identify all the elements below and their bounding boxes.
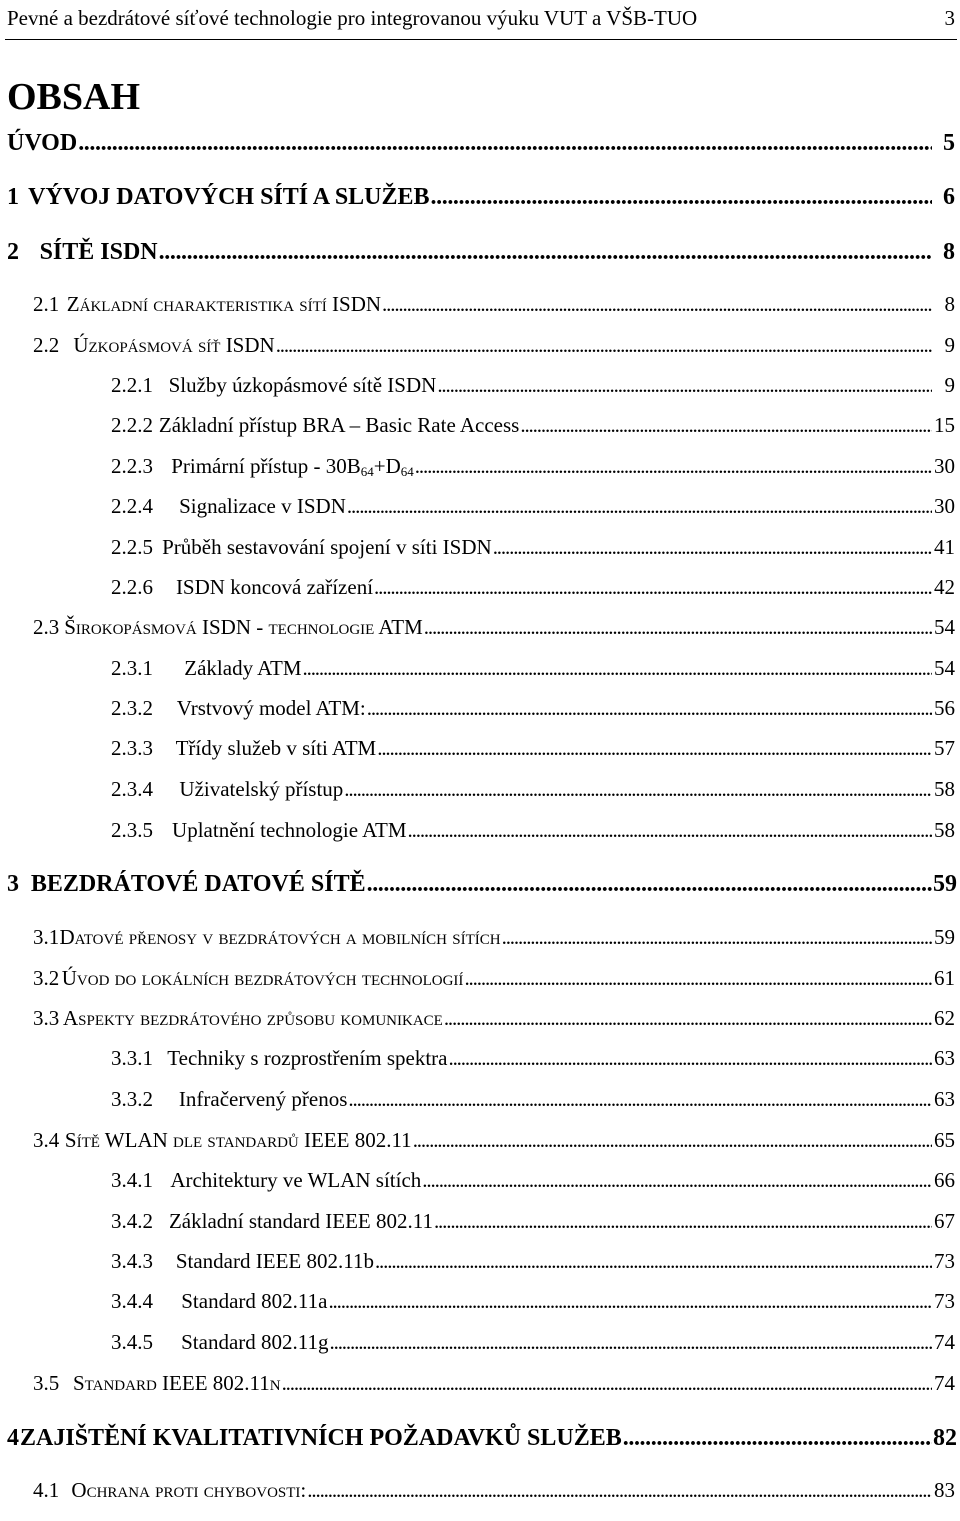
toc-entry[interactable]	[0, 413, 960, 443]
toc-entry-page: 66	[934, 1168, 955, 1192]
dot-leader	[347, 494, 932, 519]
toc-entry[interactable]	[0, 333, 960, 363]
dot-leader	[276, 333, 932, 358]
toc-entry[interactable]	[0, 1371, 960, 1401]
dot-leader	[623, 1425, 932, 1452]
dot-leader	[375, 1249, 932, 1274]
dot-leader	[348, 1087, 932, 1112]
toc-entry-title: Datové přenosy v bezdrátových a mobilních sítích	[59, 925, 501, 949]
toc-entry[interactable]	[0, 1249, 960, 1279]
toc-entry-page: 15	[934, 413, 955, 437]
toc-entry-title: Signalizace v ISDN	[179, 494, 346, 518]
toc-entry-title: Základní standard IEEE 802.11	[168, 1209, 433, 1233]
toc-entry-title: Úzkopásmová síť ISDN	[73, 333, 275, 357]
dot-leader	[415, 454, 932, 479]
toc-entry-page: 56	[934, 696, 955, 720]
dot-leader	[159, 239, 932, 266]
toc-entry-page: 57	[934, 736, 955, 760]
toc-entry-page: 58	[934, 818, 955, 842]
toc-entry[interactable]	[0, 736, 960, 766]
toc-entry-number: 1	[7, 184, 19, 210]
toc-entry-title: Aspekty bezdrátového způsobu komunikace	[63, 1006, 443, 1030]
toc-entry[interactable]	[0, 1087, 960, 1117]
toc-entry-number: 3.4.3	[111, 1249, 153, 1273]
toc-entry[interactable]	[0, 575, 960, 605]
toc-entry-page: 61	[934, 966, 955, 990]
dot-leader	[328, 1289, 932, 1314]
toc-entry-number: 2.3.3	[111, 736, 153, 760]
toc-entry-number: 3.3.2	[111, 1087, 153, 1111]
toc-entry-number: 2.2.6	[111, 575, 153, 599]
toc-entry-number: 2	[7, 239, 19, 265]
toc-entry-title: Standard 802.11g	[181, 1330, 329, 1354]
toc-entry-number: 4.1	[33, 1478, 60, 1502]
toc-entry-title: VÝVOJ DATOVÝCH SÍTÍ A SLUŽEB	[28, 184, 430, 210]
toc-entry-title: Standard IEEE 802.11n	[72, 1371, 281, 1395]
toc-entry-page: 63	[934, 1087, 955, 1111]
toc-entry-page: 59	[934, 925, 955, 949]
toc-entry-page: 5	[943, 130, 955, 156]
toc-entry-title: ÚVOD	[7, 130, 78, 156]
toc-entry-page: 9	[944, 373, 955, 397]
toc-entry-page: 42	[934, 575, 955, 599]
toc-entry-page: 67	[934, 1209, 955, 1233]
toc-entry-title: Ochrana proti chybovosti:	[71, 1478, 307, 1502]
toc-entry-title: ZAJIŠTĚNÍ KVALITATIVNÍCH POŽADAVKŮ SLUŽEB	[20, 1425, 622, 1451]
dot-leader	[502, 925, 932, 950]
toc-entry[interactable]	[0, 494, 960, 524]
toc-entry-number: 3.3	[33, 1006, 60, 1030]
page-number: 3	[944, 6, 955, 30]
toc-title: OBSAH	[7, 76, 141, 118]
toc-entry-page: 59	[933, 871, 957, 897]
toc-entry-number: 3.4.1	[111, 1168, 153, 1192]
dot-leader	[408, 818, 932, 843]
dot-leader	[444, 1006, 932, 1031]
toc-entry-page: 62	[934, 1006, 955, 1030]
toc-entry-page: 58	[934, 777, 955, 801]
toc-entry-page: 63	[934, 1046, 955, 1070]
dot-leader	[413, 1128, 932, 1153]
toc-entry-number: 3.5	[33, 1371, 60, 1395]
toc-entry-number: 2.2	[33, 333, 60, 357]
toc-entry-page: 54	[934, 656, 955, 680]
toc-entry-title: Infračervený přenos	[178, 1087, 348, 1111]
toc-entry-number: 3.2	[33, 966, 60, 990]
toc-entry-title: Základní charakteristika sítí ISDN	[66, 292, 382, 316]
toc-entry-number: 4	[7, 1425, 19, 1451]
toc-entry-page: 82	[933, 1425, 957, 1451]
dot-leader	[78, 130, 932, 157]
toc-entry[interactable]	[0, 1425, 960, 1455]
toc-entry-page: 30	[934, 494, 955, 518]
toc-entry[interactable]	[0, 1289, 960, 1319]
toc-entry[interactable]	[0, 184, 960, 214]
dot-leader	[431, 184, 932, 211]
toc-entry[interactable]	[0, 239, 960, 269]
toc-entry-title: BEZDRÁTOVÉ DATOVÉ SÍTĚ	[30, 871, 366, 897]
toc-entry[interactable]	[0, 535, 960, 565]
toc-entry[interactable]	[0, 454, 960, 484]
toc-entry-page: 8	[944, 292, 955, 316]
toc-entry-number: 2.2.5	[111, 535, 153, 559]
toc-entry-page: 9	[944, 333, 955, 357]
toc-entry[interactable]	[0, 292, 960, 322]
toc-entry-title: SÍTĚ ISDN	[39, 239, 158, 265]
toc-entry-page: 74	[934, 1330, 955, 1354]
dot-leader	[303, 656, 933, 681]
toc-entry-title: Primární přístup - $30B_{64}+D_{64}$	[171, 454, 414, 479]
dot-leader	[307, 1478, 932, 1503]
toc-entry[interactable]	[0, 966, 960, 996]
toc-entry-page: 74	[934, 1371, 955, 1395]
toc-entry-title: Služby úzkopásmové sítě ISDN	[168, 373, 437, 397]
toc-entry-number: 3.4.5	[111, 1330, 153, 1354]
dot-leader	[367, 871, 932, 898]
dot-leader	[377, 736, 932, 761]
dot-leader	[424, 615, 932, 640]
toc-entry[interactable]	[0, 777, 960, 807]
toc-entry-number: 3.4.4	[111, 1289, 153, 1313]
toc-entry-title: Průběh sestavování spojení v síti ISDN	[162, 535, 492, 559]
toc-entry-number: 2.2.3	[111, 454, 153, 478]
toc-entry-title: Základy ATM	[184, 656, 302, 680]
toc-entry[interactable]	[0, 871, 960, 901]
toc-entry-number: 2.3.4	[111, 777, 153, 801]
toc-entry[interactable]	[0, 373, 960, 403]
dot-leader	[344, 777, 932, 802]
toc-entry-page: 41	[934, 535, 955, 559]
toc-entry-page: 73	[934, 1249, 955, 1273]
toc-entry[interactable]	[0, 615, 960, 645]
toc-entry[interactable]	[0, 1330, 960, 1360]
toc-entry[interactable]	[0, 925, 960, 955]
toc-entry-title: Sítě WLAN dle standardů IEEE 802.11	[64, 1128, 412, 1152]
toc-entry[interactable]	[0, 1209, 960, 1239]
toc-entry-number: 3.3.1	[111, 1046, 153, 1070]
toc-entry[interactable]	[0, 1006, 960, 1036]
running-title: Pevné a bezdrátové síťové technologie pro integrovanou výuku VUT a VŠB-TUO	[7, 6, 698, 30]
toc-entry[interactable]	[0, 818, 960, 848]
toc-entry-number: 2.2.2	[111, 413, 153, 437]
toc-entry[interactable]	[0, 1046, 960, 1076]
toc-entry-number: 2.2.4	[111, 494, 153, 518]
toc-entry-title: Širokopásmová ISDN - technologie ATM	[64, 615, 423, 639]
toc-entry-title: Uplatnění technologie ATM	[172, 818, 407, 842]
toc-entry-title: Techniky s rozprostřením spektra	[167, 1046, 448, 1070]
toc-entry-page: 73	[934, 1289, 955, 1313]
toc-entry[interactable]	[0, 696, 960, 726]
dot-leader	[382, 292, 932, 317]
dot-leader	[282, 1371, 932, 1396]
dot-leader	[330, 1330, 933, 1355]
toc-entry-page: 6	[943, 184, 955, 210]
toc-entry-page: 65	[934, 1128, 955, 1152]
toc-entry[interactable]	[0, 130, 960, 160]
toc-entry-number: 3.4	[33, 1128, 60, 1152]
toc-entry-number: 3.1	[33, 925, 60, 949]
toc-entry-number: 2.2.1	[111, 373, 153, 397]
toc-entry-title: Vrstvový model ATM:	[176, 696, 366, 720]
dot-leader	[448, 1046, 932, 1071]
toc-entry[interactable]	[0, 1478, 960, 1508]
dot-leader	[374, 575, 932, 600]
dot-leader	[437, 373, 932, 398]
toc-entry-title: Standard IEEE 802.11b	[175, 1249, 374, 1273]
toc-entry-number: 2.3.1	[111, 656, 153, 680]
dot-leader	[422, 1168, 932, 1193]
toc-entry-page: 83	[934, 1478, 955, 1502]
toc-entry-title: Standard 802.11a	[181, 1289, 328, 1313]
toc-entry-title: Třídy služeb v síti ATM	[175, 736, 377, 760]
dot-leader	[434, 1209, 932, 1234]
dot-leader	[367, 696, 932, 721]
toc-entry[interactable]	[0, 656, 960, 686]
toc-entry-number: 2.3	[33, 615, 60, 639]
toc-entry-number: 3	[7, 871, 19, 897]
toc-entry-title: Uživatelský přístup	[179, 777, 344, 801]
toc-entry-number: 3.4.2	[111, 1209, 153, 1233]
toc-entry-number: 2.1	[33, 292, 60, 316]
toc-entry-page: 54	[934, 615, 955, 639]
toc-entry-number: 2.3.2	[111, 696, 153, 720]
toc-entry-title: Architektury ve WLAN sítích	[170, 1168, 422, 1192]
toc-entry-title: Úvod do lokálních bezdrátových technologií	[61, 966, 464, 990]
toc-entry-number: 2.3.5	[111, 818, 153, 842]
toc-entry[interactable]	[0, 1128, 960, 1158]
toc-entry-title: ISDN koncová zařízení	[175, 575, 374, 599]
toc-entry[interactable]	[0, 1168, 960, 1198]
toc-entry-title: Základní přístup BRA – Basic Rate Access	[158, 413, 520, 437]
dot-leader	[464, 966, 932, 991]
toc-entry-page: 8	[943, 239, 955, 265]
dot-leader	[520, 413, 932, 438]
dot-leader	[493, 535, 932, 560]
toc-entry-page: 30	[934, 454, 955, 478]
